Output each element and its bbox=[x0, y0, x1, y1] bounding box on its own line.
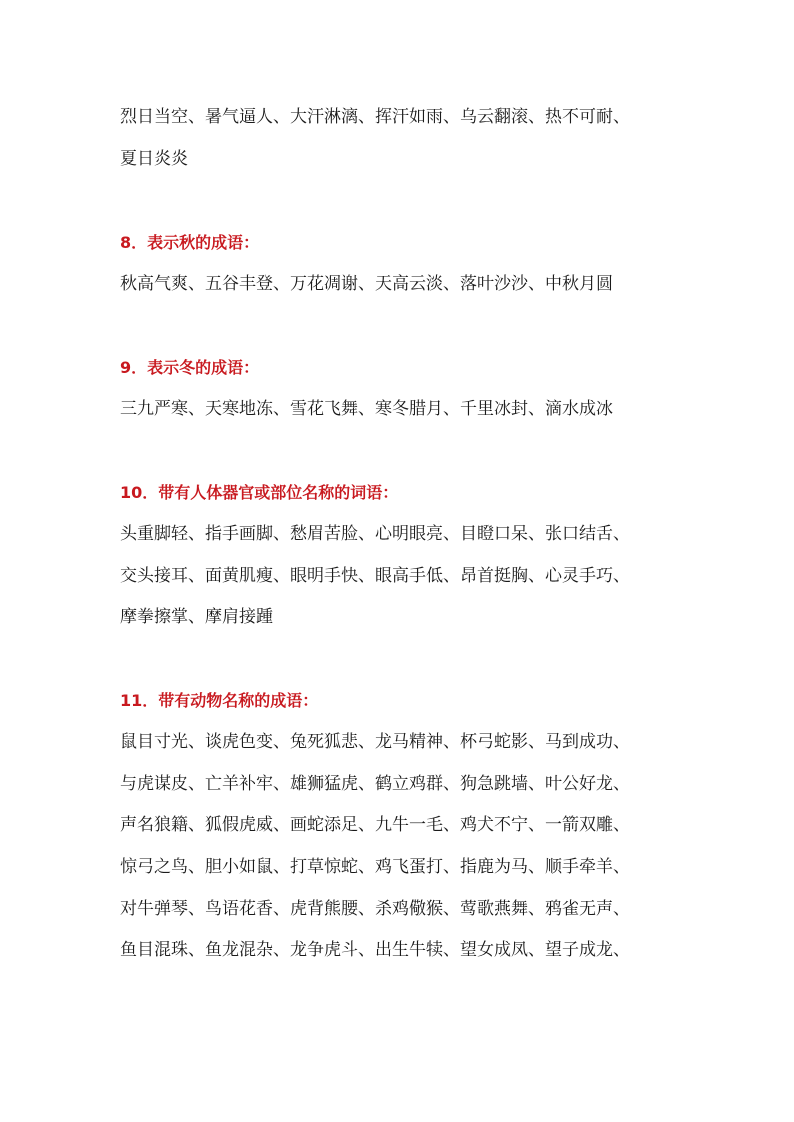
idiom-line: 对牛弹琴、鸟语花香、虎背熊腰、杀鸡儆猴、莺歌燕舞、鸦雀无声、 bbox=[120, 899, 630, 919]
section-heading-winter: 9．表示冬的成语： bbox=[120, 358, 260, 377]
section-heading-animals: 11．带有动物名称的成语： bbox=[120, 691, 319, 710]
idiom-line: 三九严寒、天寒地冻、雪花飞舞、寒冬腊月、千里冰封、滴水成冰 bbox=[120, 399, 613, 419]
idiom-line: 鱼目混珠、鱼龙混杂、龙争虎斗、出生牛犊、望女成凤、望子成龙、 bbox=[120, 940, 630, 960]
idiom-line: 与虎谋皮、亡羊补牢、雄狮猛虎、鹤立鸡群、狗急跳墙、叶公好龙、 bbox=[120, 774, 630, 794]
section-heading-body-parts: 10．带有人体器官或部位名称的词语： bbox=[120, 483, 399, 502]
idiom-line: 惊弓之鸟、胆小如鼠、打草惊蛇、鸡飞蛋打、指鹿为马、顺手牵羊、 bbox=[120, 857, 630, 877]
idiom-line: 鼠目寸光、谈虎色变、兔死狐悲、龙马精神、杯弓蛇影、马到成功、 bbox=[120, 732, 630, 752]
idiom-line: 声名狼籍、狐假虎威、画蛇添足、九牛一毛、鸡犬不宁、一箭双雕、 bbox=[120, 815, 630, 835]
idiom-line: 交头接耳、面黄肌瘦、眼明手快、眼高手低、昂首挺胸、心灵手巧、 bbox=[120, 566, 630, 586]
idiom-line: 夏日炎炎 bbox=[120, 149, 188, 169]
idiom-line: 头重脚轻、指手画脚、愁眉苦脸、心明眼亮、目瞪口呆、张口结舌、 bbox=[120, 524, 630, 544]
idiom-line: 摩拳擦掌、摩肩接踵 bbox=[120, 607, 273, 627]
idiom-line: 秋高气爽、五谷丰登、万花凋谢、天高云淡、落叶沙沙、中秋月圆 bbox=[120, 274, 613, 294]
section-heading-autumn: 8．表示秋的成语： bbox=[120, 233, 260, 252]
idiom-line: 烈日当空、暑气逼人、大汗淋漓、挥汗如雨、乌云翻滚、热不可耐、 bbox=[120, 107, 630, 127]
